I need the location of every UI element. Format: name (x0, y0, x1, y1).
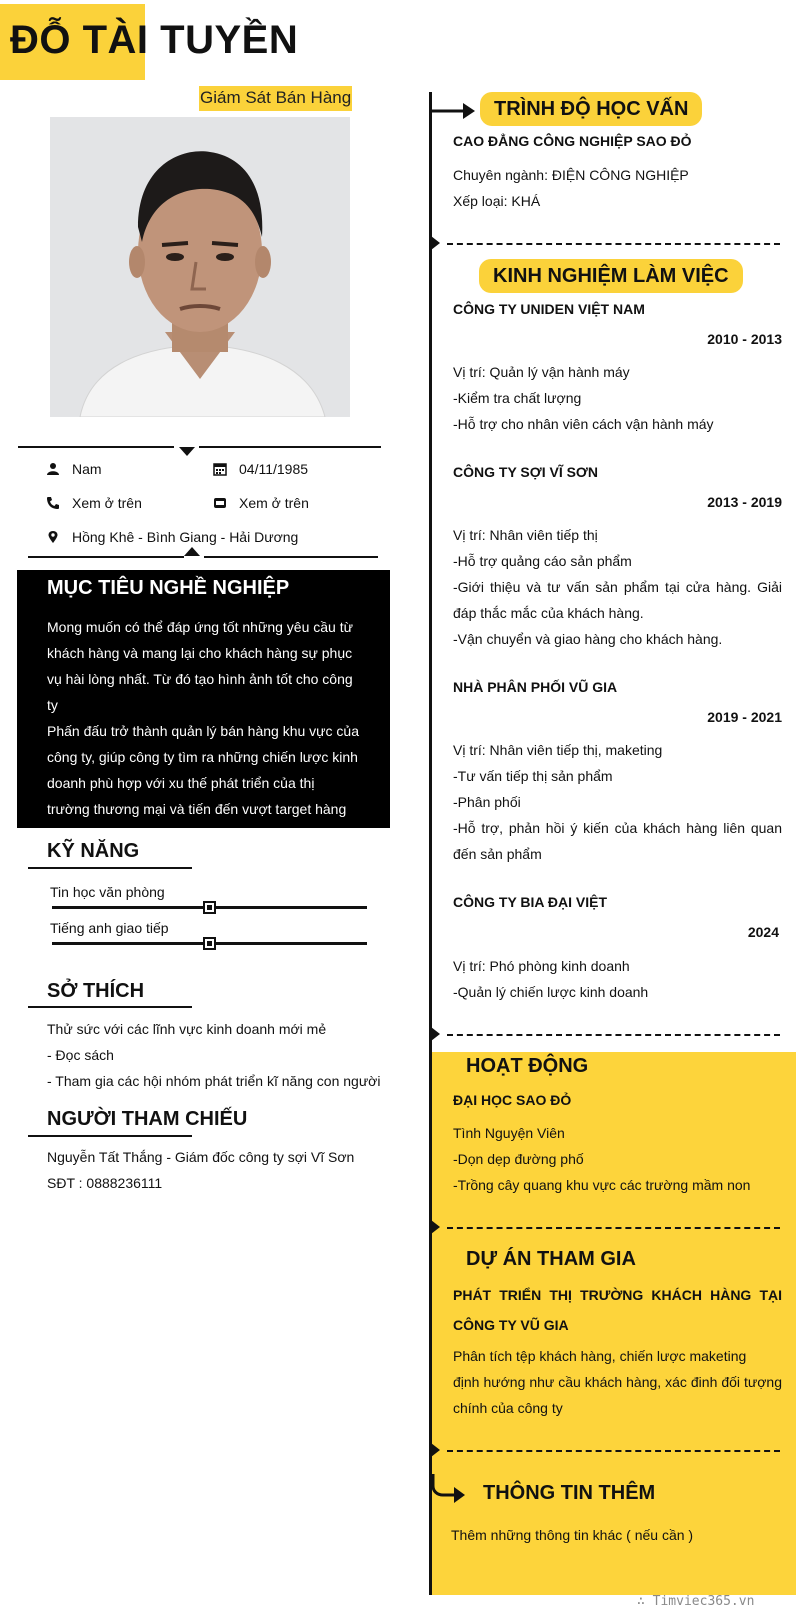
arrow-curve-right-icon (431, 1474, 467, 1504)
section-divider (447, 1227, 780, 1229)
education-title: TRÌNH ĐỘ HỌC VẤN (480, 92, 702, 126)
address-row (46, 529, 298, 545)
job-company: CÔNG TY SỢI VĨ SƠN (453, 464, 598, 480)
info-divider-top-right (199, 446, 381, 448)
job-details (453, 953, 648, 1005)
profile-photo-illustration (50, 117, 350, 417)
education-detail: Chuyên ngành: ĐIỆN CÔNG NGHIỆP (453, 167, 689, 183)
hobbies-title: SỞ THÍCH (47, 980, 145, 1002)
career-goal-text (47, 614, 360, 848)
activities-title: HOẠT ĐỘNG (466, 1055, 589, 1077)
job-detail: -Tư vấn tiếp thị sản phẩm (453, 768, 613, 784)
job-detail: -Vận chuyển và giao hàng cho khách hàng. (453, 631, 723, 647)
timeline-marker (431, 236, 440, 250)
job-detail: -Hỗ trợ, phản hồi ý kiến của khách hàng liên quan đến sản phẩm (453, 820, 782, 862)
activity-item: -Trồng cây quang khu vực các trường mầm non (453, 1177, 751, 1193)
info-divider-notch-up (184, 547, 200, 556)
hobby-item: - Đọc sách (47, 1047, 114, 1063)
hobby-item: - Tham gia các hội nhóm phát triển kĩ năng con người (47, 1073, 381, 1089)
job-detail: -Hỗ trợ quảng cáo sản phẩm (453, 553, 632, 569)
skill-level-handle (203, 901, 216, 914)
education-details (453, 162, 689, 214)
skills-title: KỸ NĂNG (47, 840, 140, 862)
job-years: 2024 (747, 924, 779, 940)
timeline-line (429, 92, 432, 1595)
job-details (453, 737, 782, 867)
references-list (47, 1144, 354, 1196)
phone-icon (46, 496, 60, 510)
activities-org: ĐẠI HỌC SAO ĐỎ (453, 1092, 572, 1108)
skill-label: Tiếng anh giao tiếp (50, 920, 169, 936)
job-detail: -Quản lý chiến lược kinh doanh (453, 984, 649, 1000)
timeline-marker (431, 1443, 440, 1457)
project-detail: Phân tích tệp khách hàng, chiến lược maketing (453, 1348, 747, 1364)
section-divider (447, 243, 780, 245)
arrow-right-icon (431, 99, 477, 123)
birthday-row (213, 461, 308, 477)
activities-details (453, 1120, 750, 1198)
info-divider-bottom-left (28, 556, 184, 558)
education-detail: Xếp loại: KHÁ (453, 193, 541, 209)
candidate-name: ĐỖ TÀI TUYỀN (10, 18, 299, 62)
email-icon (213, 496, 227, 510)
experience-title: KINH NGHIỆM LÀM VIỆC (479, 259, 743, 293)
job-years: 2019 - 2021 (707, 709, 782, 725)
project-detail: định hướng như cầu khách hàng, xác đinh đối tượng chính của công ty (453, 1374, 782, 1416)
reference-item: SĐT : 0888236111 (47, 1175, 163, 1191)
hobby-item: Thử sức với các lĩnh vực kinh doanh mới mẻ (47, 1021, 327, 1037)
job-detail: -Giới thiệu và tư vấn sản phẩm tại cửa hàng. Giải đáp thắc mắc của khách hàng. (453, 579, 782, 621)
phone-row (46, 495, 142, 511)
location-pin-icon (46, 530, 60, 544)
education-school: CAO ĐẲNG CÔNG NGHIỆP SAO ĐỎ (453, 133, 692, 149)
extra-info-title: THÔNG TIN THÊM (483, 1482, 656, 1504)
hobbies-title-underline (28, 1006, 192, 1008)
job-details (453, 522, 782, 652)
job-company: CÔNG TY BIA ĐẠI VIỆT (453, 894, 608, 910)
job-detail: Vị trí: Nhân viên tiếp thị (453, 527, 598, 543)
birthday-value: 04/11/1985 (239, 461, 309, 477)
job-years: 2010 - 2013 (707, 331, 782, 347)
person-icon (46, 462, 60, 476)
job-company: NHÀ PHÂN PHỐI VŨ GIA (453, 679, 618, 695)
reference-item: Nguyễn Tất Thắng - Giám đốc công ty sợi Vĩ Sơn (47, 1149, 355, 1165)
address-value: Hồng Khê - Bình Giang - Hải Dương (72, 529, 299, 545)
gender-value: Nam (72, 461, 102, 477)
job-title: Giám Sát Bán Hàng (199, 86, 352, 111)
email-value: Xem ở trên (239, 495, 309, 511)
info-divider-bottom-right (204, 556, 378, 558)
timeline-marker (431, 1220, 440, 1234)
activity-item: -Dọn dẹp đường phố (453, 1151, 584, 1167)
gender-row (46, 461, 102, 477)
email-row (213, 495, 309, 511)
job-company: CÔNG TY UNIDEN VIỆT NAM (453, 301, 645, 317)
job-years: 2013 - 2019 (707, 494, 782, 510)
job-detail: Vị trí: Nhân viên tiếp thị, maketing (453, 742, 663, 758)
section-divider (447, 1034, 780, 1036)
info-divider-notch (179, 447, 195, 456)
skills-title-underline (28, 867, 192, 869)
calendar-icon (213, 462, 227, 476)
skill-level-handle (203, 937, 216, 950)
activity-item: Tình Nguyện Viên (453, 1125, 565, 1141)
career-goal-box (17, 570, 390, 843)
career-goal-line: Mong muốn có thể đáp ứng tốt những yêu cầu từ khách hàng và mang lại cho khách hàng sự phục vụ hài lòng nhất. Từ đó tạo hình ảnh tốt cho công ty (47, 619, 353, 713)
references-title-underline (28, 1135, 192, 1137)
career-goal-title: MỤC TIÊU NGHỀ NGHIỆP (47, 577, 290, 599)
projects-title: DỰ ÁN THAM GIA (466, 1248, 636, 1270)
skill-label: Tin học văn phòng (50, 884, 165, 900)
watermark: ∴ Timviec365.vn (637, 1594, 755, 1609)
extra-info-text: Thêm những thông tin khác ( nếu cần ) (451, 1527, 694, 1543)
phone-value: Xem ở trên (72, 495, 142, 511)
job-detail: -Kiểm tra chất lượng (453, 390, 582, 406)
section-divider (447, 1450, 780, 1452)
job-details (453, 359, 714, 437)
job-detail: -Hỗ trợ cho nhân viên cách vận hành máy (453, 416, 714, 432)
project-name: PHÁT TRIỂN THỊ TRƯỜNG KHÁCH HÀNG TẠI CÔNG TY VŨ GIA (453, 1287, 782, 1333)
job-detail: Vị trí: Phó phòng kinh doanh (453, 958, 630, 974)
hobbies-list (47, 1016, 380, 1094)
references-title: NGƯỜI THAM CHIẾU (47, 1108, 248, 1130)
job-detail: Vị trí: Quản lý vận hành máy (453, 364, 630, 380)
career-goal-line: Phấn đấu trở thành quản lý bán hàng khu vực của công ty, giúp công ty tìm ra những chiến lược kinh doanh phù hợp với xu thế phát triển của thị trường thương mại và tiến đến vượt target hàng tháng. (47, 723, 359, 843)
job-detail: -Phân phối (453, 794, 521, 810)
profile-photo (50, 117, 350, 417)
project-details (453, 1343, 782, 1421)
timeline-marker (431, 1027, 440, 1041)
info-divider-top-left (18, 446, 174, 448)
